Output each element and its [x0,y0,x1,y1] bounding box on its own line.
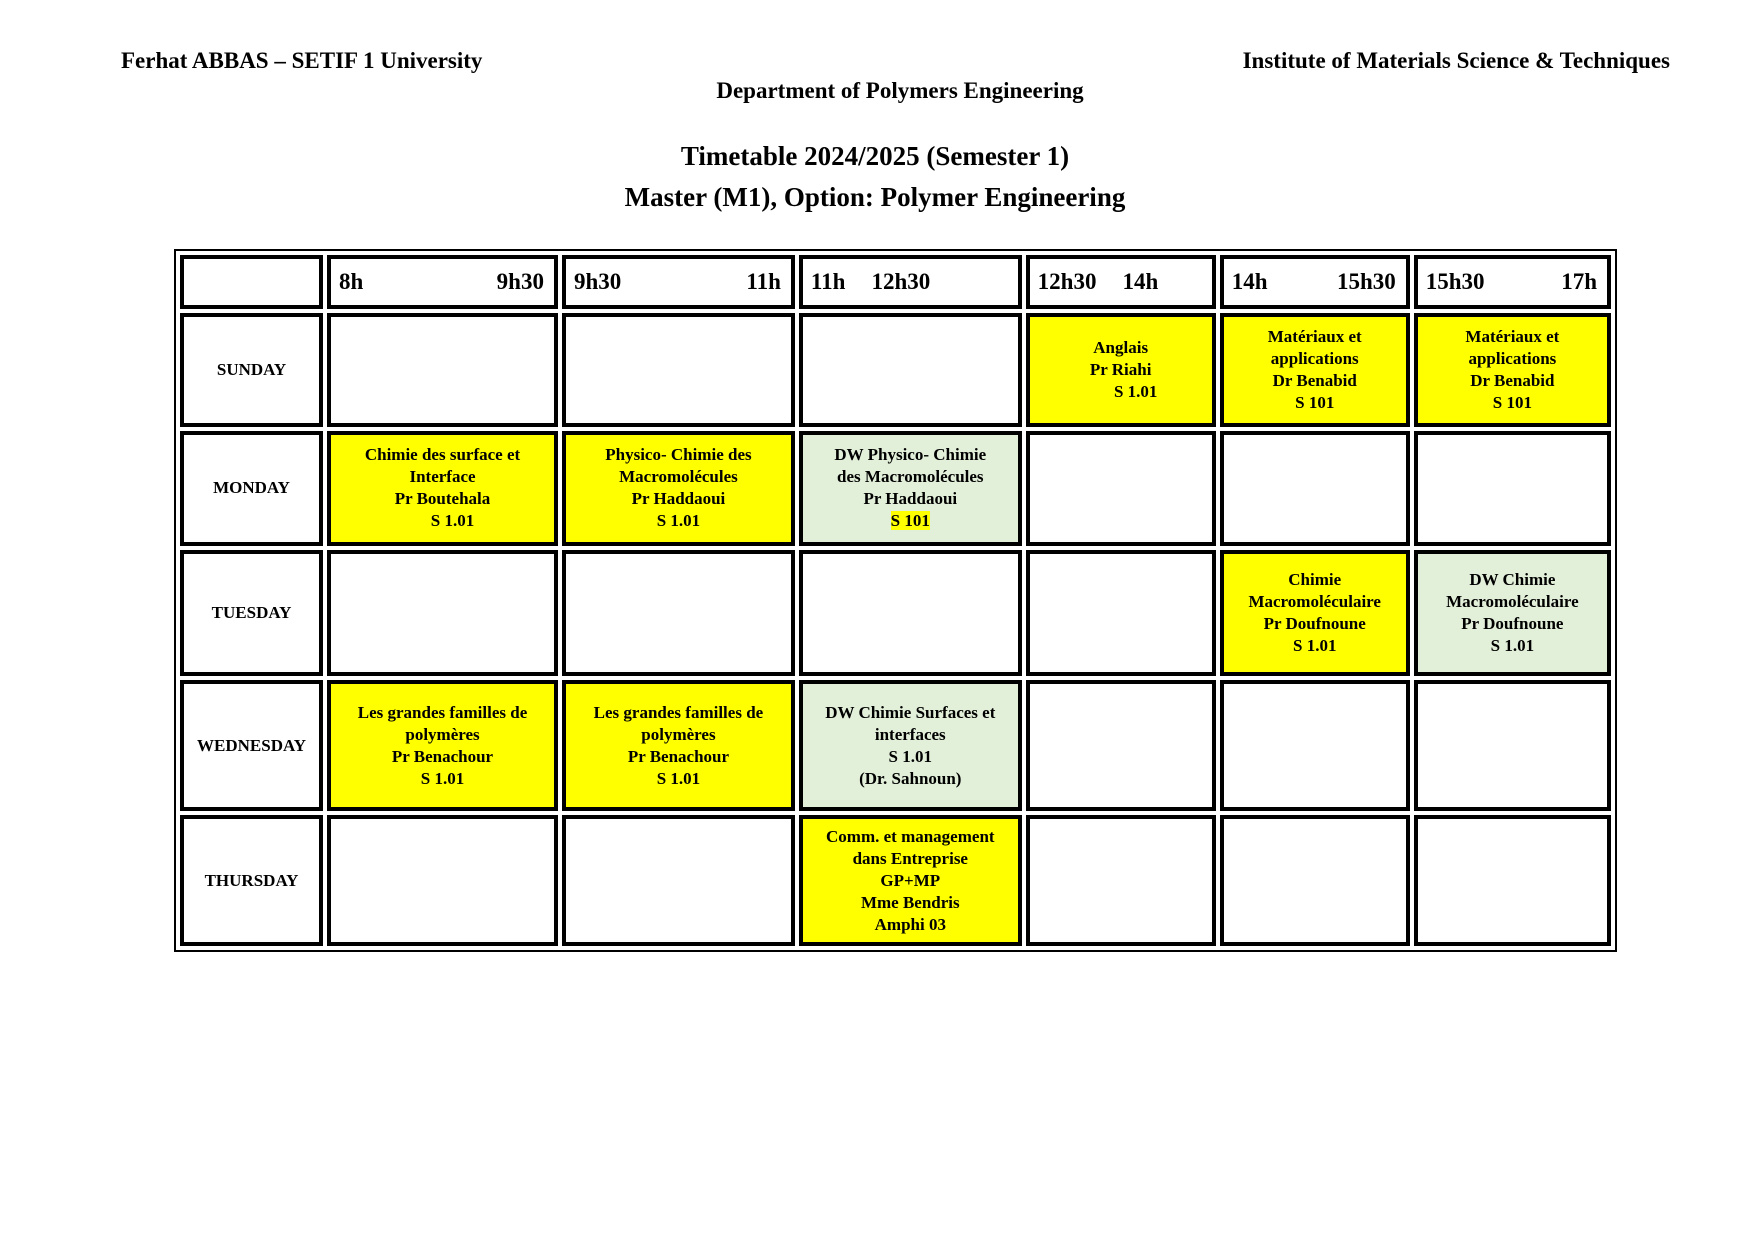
course-name: applications [1468,349,1557,369]
instructor: Dr Benabid [1470,371,1555,391]
course-name: Matériaux et [1465,327,1560,347]
group-label: GP+MP [880,870,941,890]
empty-cell [1026,550,1216,677]
room [803,510,1018,532]
session-cell [327,680,558,811]
timeslot-header [1220,255,1410,309]
session-cell [1414,313,1611,427]
course-name: DW Chimie Surfaces et [825,702,996,722]
session-cell [799,815,1022,946]
empty-cell [327,313,558,427]
day-label: THURSDAY [180,815,323,946]
day-label: SUNDAY [180,313,323,427]
slot-start: 8h [339,269,364,294]
room: S 101 [1492,393,1532,413]
session-cell [1220,313,1410,427]
room-highlight: S 101 [890,511,930,531]
course-name: polymères [405,724,480,744]
timetable-subtitle: Master (M1), Option: Polymer Engineering [624,182,1126,212]
instructor: Pr Haddaoui [863,489,958,509]
timeslot-header [1414,255,1611,309]
slot-end: 9h30 [496,269,544,294]
slot-end: 15h30 [1336,269,1396,294]
instructor: Pr Benachour [391,746,494,766]
empty-cell [1414,431,1611,545]
instructor: Mme Bendris [860,892,960,912]
empty-cell [562,550,795,677]
empty-cell [1026,680,1216,811]
instructor: Pr Haddaoui [631,489,726,509]
empty-cell [327,815,558,946]
slot-start: 15h30 [1425,269,1485,294]
empty-cell [1026,815,1216,946]
room: S 1.01 [1113,382,1158,402]
slot-start: 14h [1231,269,1268,294]
day-row-wednesday [180,680,1611,811]
empty-cell [1026,431,1216,545]
session-cell [562,431,795,545]
empty-cell [562,313,795,427]
course-name: Chimie des surface et [364,445,521,465]
timeslot-header [327,255,558,309]
session-cell [562,680,795,811]
room: S 1.01 [656,511,701,531]
corner-cell [180,255,323,309]
room: S 1.01 [1292,635,1337,655]
day-label: TUESDAY [180,550,323,677]
course-name: DW Physico- Chimie [834,445,987,465]
empty-cell [1414,680,1611,811]
course-name: Macromoléculaire [1248,591,1381,611]
instructor: Dr Benabid [1272,371,1357,391]
session-cell [1026,313,1216,427]
day-label: WEDNESDAY [180,680,323,811]
room: S 101 [1295,393,1335,413]
course-name: Les grandes familles de [593,702,764,722]
session-cell [327,431,558,545]
instructor: Pr Doufnoune [1461,613,1564,633]
course-name: Macromoléculaire [1446,591,1579,611]
instructor: Pr Benachour [627,746,730,766]
instructor: Pr Riahi [1089,360,1152,380]
course-name: applications [1270,349,1359,369]
timeslot-header [562,255,795,309]
course-name: Interface [409,467,476,487]
instructor: Pr Doufnoune [1263,613,1366,633]
course-name: Physico- Chimie des [605,445,752,465]
timeslot-header [1026,255,1216,309]
day-label: MONDAY [180,431,323,545]
course-name: des Macromolécules [837,467,984,487]
slot-end: 14h [1122,269,1159,294]
university-name: Ferhat ABBAS – SETIF 1 University [121,48,483,73]
timeslot-header [799,255,1022,309]
course-name: interfaces [874,724,946,744]
slot-start: 9h30 [573,269,622,294]
institute-name: Institute of Materials Science & Techniques [1242,48,1670,73]
empty-cell [562,815,795,946]
session-cell [799,431,1022,545]
timetable-title: Timetable 2024/2025 (Semester 1) [680,141,1070,171]
timeslot-header-row [180,255,1611,309]
course-name: DW Chimie [1469,569,1556,589]
day-row-thursday [180,815,1611,946]
empty-cell [1220,680,1410,811]
session-cell [1414,550,1611,677]
empty-cell [327,550,558,677]
instructor: (Dr. Sahnoun) [859,768,962,788]
slot-start: 11h [810,269,846,294]
course-name: dans Entreprise [852,848,968,868]
slot-end: 11h [746,269,781,294]
course-name: Les grandes familles de [357,702,528,722]
department-name: Department of Polymers Engineering [716,78,1084,103]
empty-cell [1414,815,1611,946]
day-row-sunday [180,313,1611,427]
course-name: Comm. et management [826,826,995,846]
empty-cell [799,313,1022,427]
slot-end: 17h [1561,269,1597,294]
day-row-monday [180,431,1611,545]
room: Amphi 03 [874,914,946,934]
room: S 1.01 [656,768,701,788]
day-row-tuesday [180,550,1611,677]
room: S 1.01 [430,511,475,531]
empty-cell [799,550,1022,677]
course-name: Macromolécules [619,467,738,487]
room: S 1.01 [420,768,465,788]
room: S 1.01 [888,746,933,766]
timetable-grid [174,249,1617,952]
instructor: Pr Boutehala [394,489,491,509]
room: S 1.01 [1490,635,1535,655]
course-name: Chimie [1288,569,1342,589]
course-name: Matériaux et [1267,327,1362,347]
course-name: polymères [641,724,716,744]
slot-start: 12h30 [1037,269,1097,294]
session-cell [799,680,1022,811]
slot-end: 12h30 [871,269,931,294]
session-cell [1220,550,1410,677]
empty-cell [1220,815,1410,946]
empty-cell [1220,431,1410,545]
course-name: Anglais [1093,338,1149,358]
